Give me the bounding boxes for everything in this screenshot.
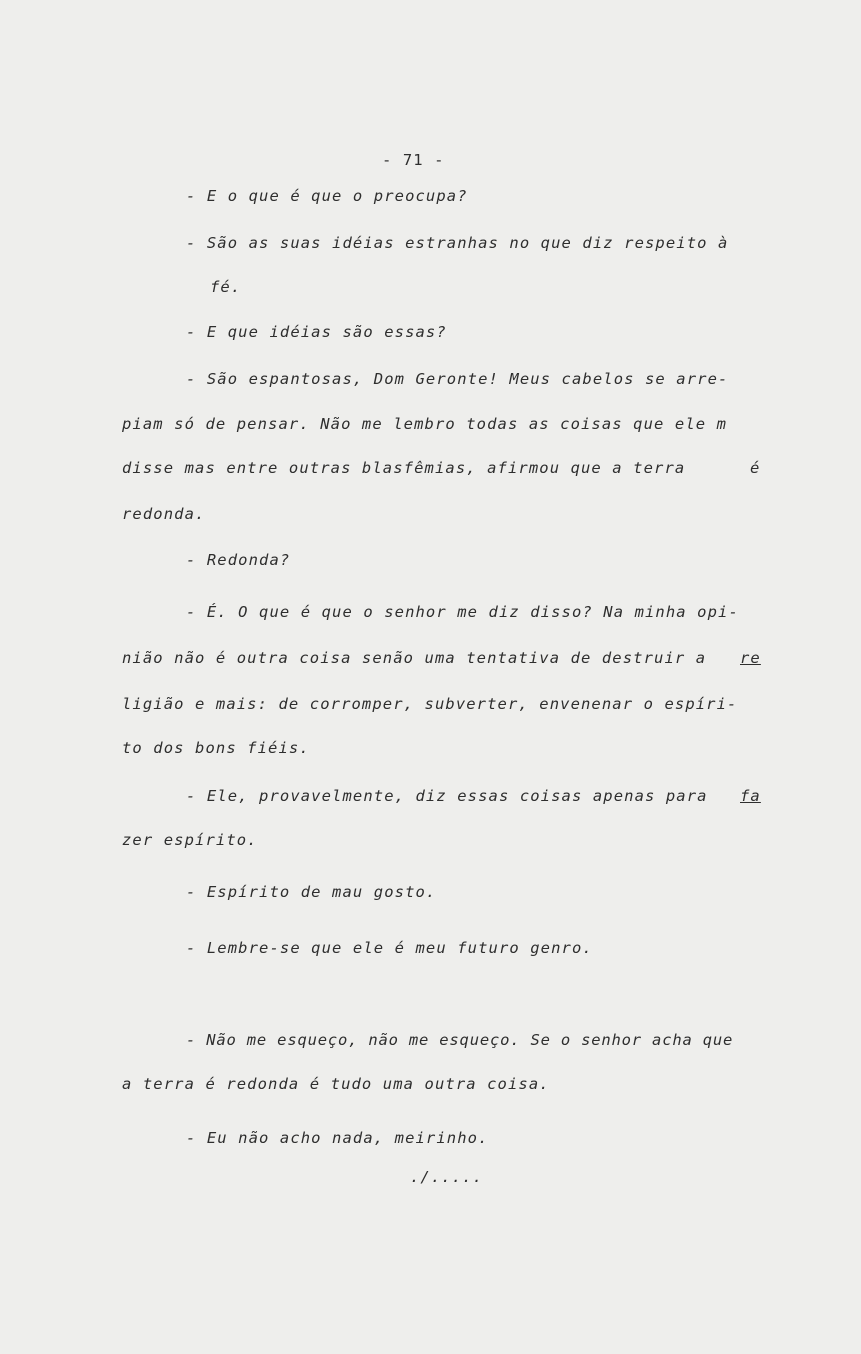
- text-line: - Não me esqueço, não me esqueço. Se o senhor acha que: [186, 1031, 734, 1049]
- text-line: zer espírito.: [122, 831, 258, 849]
- text-line: - E que idéias são essas?: [186, 323, 447, 341]
- text-line: - Eu não acho nada, meirinho.: [186, 1129, 489, 1147]
- text-line: - São as suas idéias estranhas no que diz respeito à: [186, 234, 729, 252]
- text-fragment-underlined: fa: [740, 787, 761, 805]
- text-line: fé.: [210, 278, 242, 296]
- text-line: - Lembre-se que ele é meu futuro genro.: [186, 939, 593, 957]
- text-line: - E o que é que o preocupa?: [186, 187, 468, 205]
- text-fragment-underlined: re: [740, 649, 761, 667]
- text-line: to dos bons fiéis.: [122, 739, 310, 757]
- text-line: redonda.: [122, 505, 206, 523]
- text-line: ligião e mais: de corromper, subverter, envenenar o espíri-: [122, 695, 738, 713]
- text-line: - Espírito de mau gosto.: [186, 883, 437, 901]
- text-line: piam só de pensar. Não me lembro todas as coisas que ele m: [122, 415, 728, 433]
- text-line: - Ele, provavelmente, diz essas coisas apenas para: [186, 787, 708, 805]
- text-line: a terra é redonda é tudo uma outra coisa.: [122, 1075, 550, 1093]
- page-number: - 71 -: [382, 151, 445, 169]
- text-line: - São espantosas, Dom Geronte! Meus cabelos se arre-: [186, 370, 729, 388]
- text-line: disse mas entre outras blasfêmias, afirmou que a terra: [122, 459, 686, 477]
- text-line: - É. O que é que o senhor me diz disso? Na minha opi-: [186, 603, 739, 621]
- continuation-mark: ./.....: [410, 1168, 484, 1186]
- text-line: nião não é outra coisa senão uma tentativa de destruir a: [122, 649, 707, 667]
- text-fragment: é: [750, 459, 761, 477]
- text-line: - Redonda?: [186, 551, 291, 569]
